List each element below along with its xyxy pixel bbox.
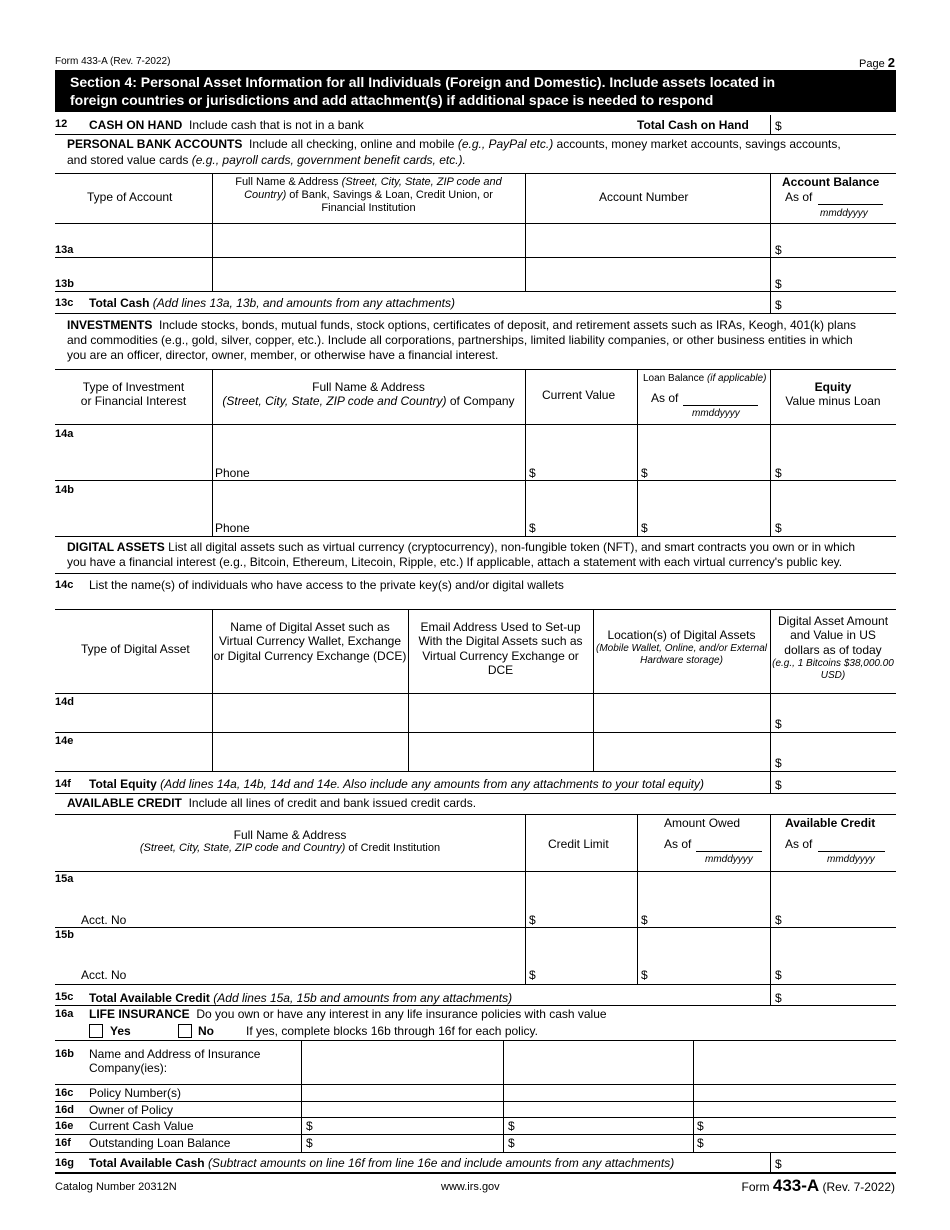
line-16f-number: 16f xyxy=(55,1137,71,1149)
line-14c-question: List the name(s) of individuals who have access to the private key(s) and/or digital wallets xyxy=(89,578,564,592)
digital-assets-intro-2: you have a financial interest (e.g., Bitcoin, Ethereum, Litecoin, Ripple, etc.) If applicable, attach a statement with each virtual currency's public key. xyxy=(67,555,843,569)
total-equity-field[interactable]: $ xyxy=(775,778,782,792)
col-digital-amount: Digital Asset Amount and Value in US dollars as of today (e.g., 1 Bitcoins $38,000.00 USD) xyxy=(772,614,894,682)
line-16g-number: 16g xyxy=(55,1157,74,1169)
row-13b-balance[interactable]: $ xyxy=(775,277,782,291)
col-current-value: Current Value xyxy=(542,388,616,402)
col-type-of-digital-asset: Type of Digital Asset xyxy=(81,642,190,656)
catalog-number: Catalog Number 20312N xyxy=(55,1181,177,1193)
row-15b-available[interactable]: $ xyxy=(775,968,782,982)
bank-as-of-date-field[interactable] xyxy=(818,192,883,205)
row-14b-number: 14b xyxy=(55,484,74,496)
line-16b-label: Name and Address of Insurance Company(ies): xyxy=(89,1047,261,1076)
page-number: Page 2 xyxy=(859,55,895,70)
row-13a-number: 13a xyxy=(55,244,74,256)
row-14e-number: 14e xyxy=(55,735,74,747)
date-format-hint: mmddyyyy xyxy=(820,208,868,219)
line-16c-label: Policy Number(s) xyxy=(89,1086,182,1100)
row-14b-loan-balance[interactable]: $ xyxy=(641,521,648,535)
yes-checkbox[interactable] xyxy=(89,1024,103,1038)
col-company-name-address: Full Name & Address (Street, City, State, ZIP code and Country) of Company xyxy=(222,380,515,409)
row-15a-acct-no[interactable]: Acct. No xyxy=(81,913,127,927)
row-13a-balance[interactable]: $ xyxy=(775,243,782,257)
line-16e-col3[interactable]: $ xyxy=(697,1119,704,1133)
row-15b-number: 15b xyxy=(55,929,74,941)
col-equity: Equity Value minus Loan xyxy=(785,380,881,409)
line-12-label: CASH ON HAND Include cash that is not in a bank xyxy=(89,118,364,132)
row-15a-credit-limit[interactable]: $ xyxy=(529,913,536,927)
col-loan-balance: Loan Balance (if applicable) xyxy=(643,373,767,384)
line-15c-number: 15c xyxy=(55,991,74,1003)
life-insurance-note: If yes, complete blocks 16b through 16f for each policy. xyxy=(246,1024,538,1038)
date-format-hint: mmddyyyy xyxy=(705,854,753,865)
form-revision: Form 433-A (Rev. 7-2022) xyxy=(55,56,171,67)
as-of-label: As of xyxy=(651,391,679,405)
total-cash-field[interactable]: $ xyxy=(775,298,782,312)
line-16e-number: 16e xyxy=(55,1120,74,1132)
row-14b-phone[interactable]: Phone xyxy=(215,521,250,535)
date-format-hint: mmddyyyy xyxy=(827,854,875,865)
available-credit-intro: AVAILABLE CREDIT Include all lines of credit and bank issued credit cards. xyxy=(67,796,477,810)
line-16b-number: 16b xyxy=(55,1048,74,1060)
loan-as-of-date-field[interactable] xyxy=(683,393,758,406)
line-13c-label: Total Cash (Add lines 13a, 13b, and amounts from any attachments) xyxy=(89,296,455,310)
no-checkbox[interactable] xyxy=(178,1024,192,1038)
col-account-balance: Account Balance xyxy=(782,175,880,189)
row-14d-number: 14d xyxy=(55,696,74,708)
line-14c-number: 14c xyxy=(55,579,74,591)
digital-assets-intro-1: DIGITAL ASSETS List all digital assets such as virtual currency (cryptocurrency), non-fungible token (NFT), and smart contracts you own or in which xyxy=(67,540,856,554)
row-15a-amount-owed[interactable]: $ xyxy=(641,913,648,927)
row-14b-equity[interactable]: $ xyxy=(775,521,782,535)
line-15c-label: Total Available Credit (Add lines 15a, 15b and amounts from any attachments) xyxy=(89,991,513,1005)
row-15b-amount-owed[interactable]: $ xyxy=(641,968,648,982)
date-format-hint: mmddyyyy xyxy=(692,408,740,419)
investments-intro-1: INVESTMENTS Include stocks, bonds, mutual funds, stock options, certificates of deposit, and retirement assets such as IRAs, Keogh, 401(k) plans xyxy=(67,318,857,332)
col-bank-name-address: Full Name & Address (Street, City, State, ZIP code and Country) of Bank, Savings & Loan, Credit Union, or Financial Institution xyxy=(235,176,502,215)
owed-as-of-date-field[interactable] xyxy=(696,839,762,852)
col-type-of-investment: Type of Investment or Financial Interest xyxy=(80,380,187,409)
col-available-credit: Available Credit xyxy=(785,816,876,830)
form-footer-id: Form 433-A (Rev. 7-2022) xyxy=(741,1176,895,1195)
line-16f-col1[interactable]: $ xyxy=(306,1136,313,1150)
line-16g-label: Total Available Cash (Subtract amounts on line 16f from line 16e and include amounts from any attachments) xyxy=(89,1156,675,1170)
line-16f-col3[interactable]: $ xyxy=(697,1136,704,1150)
col-credit-institution: Full Name & Address (Street, City, State, ZIP code and Country) of Credit Institution xyxy=(139,828,441,855)
as-of-label: As of xyxy=(785,190,813,204)
row-15a-available[interactable]: $ xyxy=(775,913,782,927)
line-16a-question: LIFE INSURANCE Do you own or have any interest in any life insurance policies with cash value xyxy=(89,1007,607,1021)
investments-intro-3: you are an officer, director, owner, member, or otherwise have a financial interest. xyxy=(67,348,499,362)
col-email-address: Email Address Used to Set-up With the Digital Assets such as Virtual Currency Exchange or DCE xyxy=(418,620,583,678)
credit-as-of-date-field[interactable] xyxy=(818,839,885,852)
line-14f-label: Total Equity (Add lines 14a, 14b, 14d and 14e. Also include any amounts from any attachments to your total equity) xyxy=(89,777,705,791)
line-16f-col2[interactable]: $ xyxy=(508,1136,515,1150)
row-13b-number: 13b xyxy=(55,278,74,290)
col-credit-limit: Credit Limit xyxy=(548,837,609,851)
bank-accounts-intro-1: PERSONAL BANK ACCOUNTS Include all checking, online and mobile (e.g., PayPal etc.) accounts, money market accounts, savings accounts, xyxy=(67,137,841,151)
line-16d-label: Owner of Policy xyxy=(89,1103,174,1117)
row-15b-credit-limit[interactable]: $ xyxy=(529,968,536,982)
total-cash-on-hand-label: Total Cash on Hand xyxy=(637,118,749,132)
irs-website: www.irs.gov xyxy=(441,1181,500,1193)
line-12-number: 12 xyxy=(55,118,68,130)
row-15a-number: 15a xyxy=(55,873,74,885)
col-location: Location(s) of Digital Assets (Mobile Wallet, Online, and/or External Hardware storage) xyxy=(595,628,767,667)
as-of-label: As of xyxy=(785,837,813,851)
row-14b-current-value[interactable]: $ xyxy=(529,521,536,535)
line-16e-col1[interactable]: $ xyxy=(306,1119,313,1133)
line-16e-col2[interactable]: $ xyxy=(508,1119,515,1133)
line-13c-number: 13c xyxy=(55,297,74,309)
col-amount-owed: Amount Owed xyxy=(664,816,741,830)
total-available-credit-field[interactable]: $ xyxy=(775,991,782,1005)
yes-label: Yes xyxy=(110,1024,131,1038)
total-cash-on-hand-field[interactable]: $ xyxy=(775,119,782,133)
col-type-of-account: Type of Account xyxy=(87,190,173,204)
col-digital-asset-name: Name of Digital Asset such as Virtual Currency Wallet, Exchange or Digital Currency Exchange (DCE) xyxy=(213,620,407,663)
row-14e-amount[interactable]: $ xyxy=(775,756,782,770)
no-label: No xyxy=(198,1024,214,1038)
line-14f-number: 14f xyxy=(55,778,71,790)
row-14a-loan-balance[interactable]: $ xyxy=(641,466,648,480)
section-4-heading: Section 4: Personal Asset Information for all Individuals (Foreign and Domestic). Include assets located in foreign countries or jurisdictions and add attachment(s) if additional space is needed to respond xyxy=(55,70,896,112)
line-16c-number: 16c xyxy=(55,1087,74,1099)
line-16e-label: Current Cash Value xyxy=(89,1119,194,1133)
bank-accounts-intro-2: and stored value cards (e.g., payroll cards, government benefit cards, etc.). xyxy=(67,153,466,167)
as-of-label: As of xyxy=(664,837,692,851)
line-16f-label: Outstanding Loan Balance xyxy=(89,1136,231,1150)
investments-intro-2: and commodities (e.g., gold, silver, copper, etc.). Include all corporations, partnerships, limited liability companies, or other business entities in which xyxy=(67,333,853,347)
row-14a-current-value[interactable]: $ xyxy=(529,466,536,480)
line-16d-number: 16d xyxy=(55,1104,74,1116)
col-account-number: Account Number xyxy=(599,190,689,204)
line-16a-number: 16a xyxy=(55,1008,74,1020)
row-14a-phone[interactable]: Phone xyxy=(215,466,250,480)
row-14a-number: 14a xyxy=(55,428,74,440)
line-14c-answer-field[interactable] xyxy=(55,593,896,609)
row-14a-equity[interactable]: $ xyxy=(775,466,782,480)
row-15b-acct-no[interactable]: Acct. No xyxy=(81,968,127,982)
total-available-cash-field[interactable]: $ xyxy=(775,1157,782,1171)
row-14d-amount[interactable]: $ xyxy=(775,717,782,731)
